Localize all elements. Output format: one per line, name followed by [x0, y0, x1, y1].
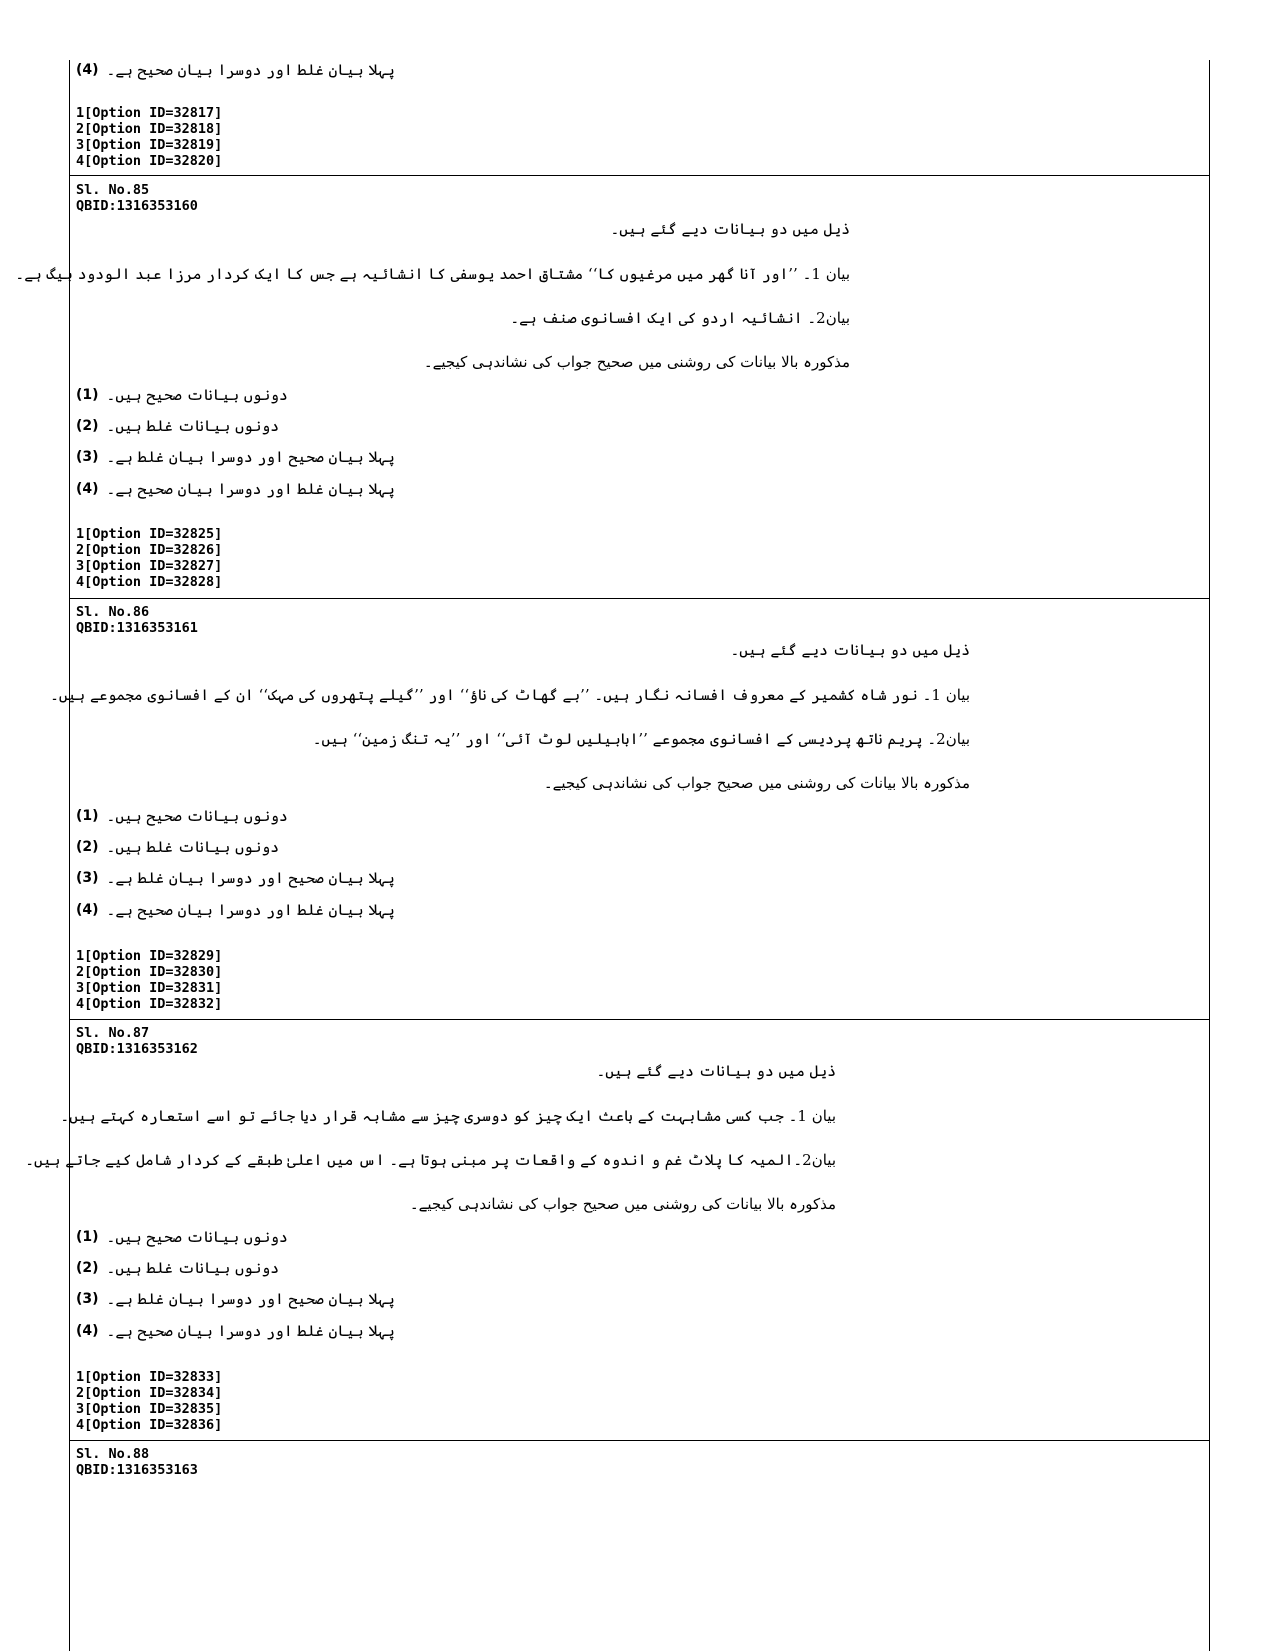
statement-1: بیان 1۔ ’’اور آنا گھر میں مرغیوں کا‘‘ مشتاق احمد یوسفی کا انشائیہ ہے جس کا ایک کردار مرزا عبد الودود بیگ ہے۔: [15, 265, 850, 283]
option-2: (2) دونوں بیانات غلط ہیں۔: [76, 838, 280, 856]
question-intro: ذیل میں دو بیانات دیے گئے ہیں۔: [610, 220, 850, 238]
option-1: (1) دونوں بیانات صحیح ہیں۔: [76, 807, 288, 825]
question-header: [76, 604, 198, 636]
question-intro: ذیل میں دو بیانات دیے گئے ہیں۔: [596, 1062, 836, 1080]
section-divider: [69, 598, 1210, 599]
question-instruction: مذکورہ بالا بیانات کی روشنی میں صحیح جواب کی نشاندہی کیجیے۔: [423, 353, 850, 371]
option-id: 3[Option ID=32831]: [76, 980, 223, 996]
option-id-list: [76, 1369, 222, 1433]
option-id: 2[Option ID=32826]: [76, 542, 223, 558]
option-id: 2[Option ID=32830]: [76, 964, 223, 980]
option-id: 1[Option ID=32817]: [76, 105, 223, 121]
option-id-list: [76, 948, 222, 1012]
serial-number: Sl. No.88: [76, 1446, 150, 1462]
option-4: (4) پہلا بیان غلط اور دوسرا بیان صحیح ہے۔: [76, 901, 395, 919]
statement-2: بیان2۔المیہ کا پلاٹ غم و اندوہ کے واقعات پر مبنی ہوتا ہے۔ اس میں اعلیٰ طبقے کے کردار شامل کیے جاتے ہیں۔: [25, 1151, 836, 1169]
option-1: (1) دونوں بیانات صحیح ہیں۔: [76, 386, 288, 404]
option-id: 4[Option ID=32828]: [76, 574, 223, 590]
qbid: QBID:1316353160: [76, 198, 198, 214]
option-id: 4[Option ID=32836]: [76, 1417, 223, 1433]
option-id: 2[Option ID=32818]: [76, 121, 223, 137]
option-id: 4[Option ID=32832]: [76, 996, 223, 1012]
qbid: QBID:1316353163: [76, 1462, 198, 1478]
qbid: QBID:1316353162: [76, 1041, 198, 1057]
option-id: 2[Option ID=32834]: [76, 1385, 223, 1401]
option-id-list: [76, 526, 222, 590]
option-id: 1[Option ID=32825]: [76, 526, 223, 542]
question-header: [76, 1446, 198, 1478]
statement-1: بیان 1۔ جب کسی مشابہت کے باعث ایک چیز کو دوسری چیز سے مشابہ قرار دیا جائے تو اسے استعارہ کہتے ہیں۔: [60, 1107, 836, 1125]
question-intro: ذیل میں دو بیانات دیے گئے ہیں۔: [730, 641, 970, 659]
option-2: (2) دونوں بیانات غلط ہیں۔: [76, 1259, 280, 1277]
option-id: 3[Option ID=32835]: [76, 1401, 223, 1417]
option-4: (4) پہلا بیان غلط اور دوسرا بیان صحیح ہے۔: [76, 480, 395, 498]
question-header: [76, 1025, 198, 1057]
section-divider: [69, 175, 1210, 176]
option-id-list: [76, 105, 222, 169]
serial-number: Sl. No.85: [76, 182, 150, 198]
option-4: (4) پہلا بیان غلط اور دوسرا بیان صحیح ہے۔: [76, 1322, 395, 1340]
serial-number: Sl. No.86: [76, 604, 150, 620]
option-2: (2) دونوں بیانات غلط ہیں۔: [76, 417, 280, 435]
option-id: 1[Option ID=32833]: [76, 1369, 223, 1385]
statement-1: بیان 1۔ نور شاہ کشمیر کے معروف افسانہ نگار ہیں۔ ’’بے گھاٹ کی ناؤ‘‘ اور ’’گیلے پتھروں کی مہک‘‘ ان کے افسانوی مجموعے ہیں۔: [50, 686, 970, 704]
option-3: (3) پہلا بیان صحیح اور دوسرا بیان غلط ہے۔: [76, 869, 395, 887]
serial-number: Sl. No.87: [76, 1025, 150, 1041]
option-id: 3[Option ID=32827]: [76, 558, 223, 574]
question-instruction: مذکورہ بالا بیانات کی روشنی میں صحیح جواب کی نشاندہی کیجیے۔: [409, 1195, 836, 1213]
option-1: (1) دونوں بیانات صحیح ہیں۔: [76, 1228, 288, 1246]
option-id: 3[Option ID=32819]: [76, 137, 223, 153]
statement-2: بیان2۔ پریم ناتھ پردیسی کے افسانوی مجموعے ’’ابابیلیں لوٹ آئی‘‘ اور ’’یہ تنگ زمین‘‘ ہیں۔: [312, 730, 970, 748]
option-id: 1[Option ID=32829]: [76, 948, 223, 964]
section-divider: [69, 1019, 1210, 1020]
qbid: QBID:1316353161: [76, 620, 198, 636]
option-4: (4) پہلا بیان غلط اور دوسرا بیان صحیح ہے۔: [76, 61, 395, 79]
question-header: [76, 182, 198, 214]
section-divider: [69, 1440, 1210, 1441]
option-3: (3) پہلا بیان صحیح اور دوسرا بیان غلط ہے۔: [76, 1290, 395, 1308]
statement-2: بیان2۔ انشائیہ اردو کی ایک افسانوی صنف ہے۔: [510, 309, 850, 327]
option-id: 4[Option ID=32820]: [76, 153, 223, 169]
question-instruction: مذکورہ بالا بیانات کی روشنی میں صحیح جواب کی نشاندہی کیجیے۔: [543, 774, 970, 792]
option-3: (3) پہلا بیان صحیح اور دوسرا بیان غلط ہے۔: [76, 448, 395, 466]
